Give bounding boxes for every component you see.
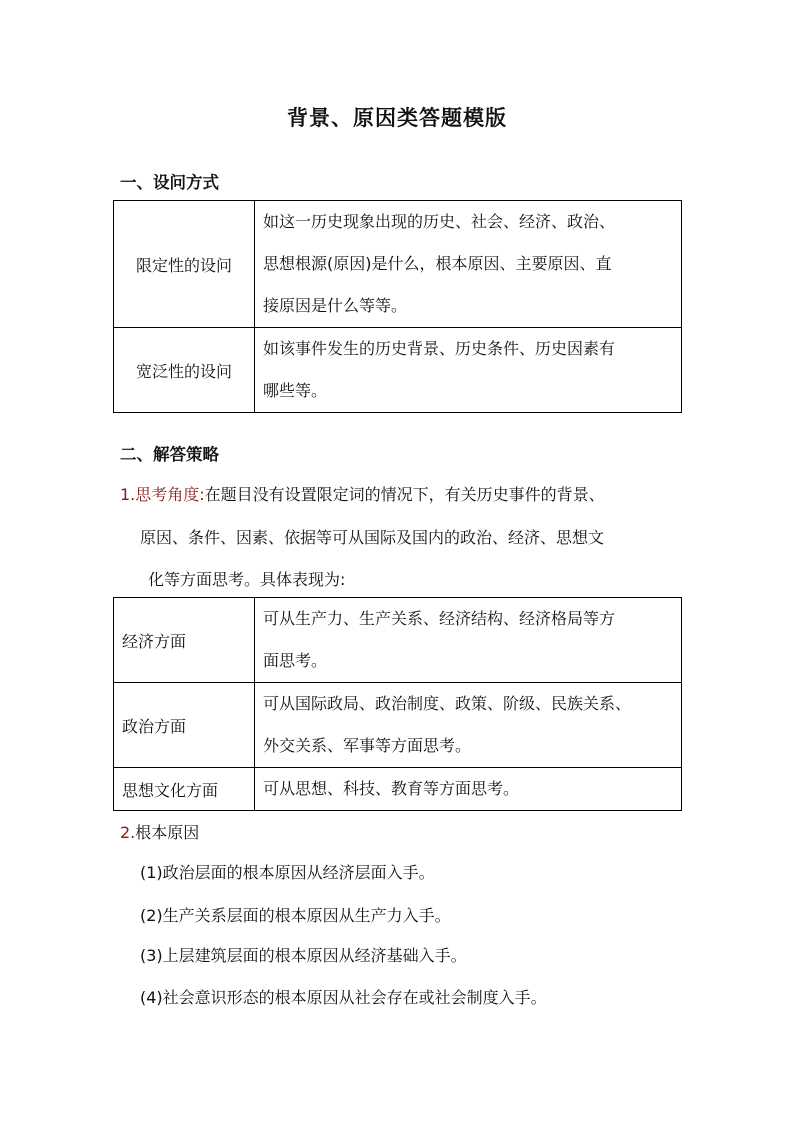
list-item: (4)社会意识形态的根本原因从社会存在或社会制度入手。 — [140, 988, 547, 1007]
item-number: 1. — [120, 485, 136, 504]
page-title: 背景、原因类答题模版 — [287, 105, 507, 130]
content-line: 思想根源(原因)是什么，根本原因、主要原因、直 — [263, 254, 612, 273]
table-row — [114, 768, 682, 811]
list-item: (2)生产关系层面的根本原因从生产力入手。 — [140, 906, 451, 925]
content-line: 哪些等。 — [263, 381, 328, 400]
row-content — [255, 683, 682, 768]
item-text: 在题目没有设置限定词的情况下，有关历史事件的背景、 — [204, 485, 605, 504]
section-heading-question-types: 一、设问方式 — [120, 173, 219, 192]
content-line: 如这一历史现象出现的历史、社会、经济、政治、 — [263, 212, 616, 231]
row-label: 限定性的设问 — [114, 201, 255, 328]
row-label: 经济方面 — [114, 598, 255, 683]
content-line: 可从生产力、生产关系、经济结构、经济格局等方 — [263, 609, 616, 628]
row-label: 政治方面 — [114, 683, 255, 768]
content-line: 面思考。 — [263, 651, 328, 670]
question-types-table — [113, 200, 682, 413]
content-line: 可从思想、科技、教育等方面思考。 — [263, 779, 520, 798]
strategy-aspects-table — [113, 597, 682, 811]
item-number: 2. — [120, 823, 136, 842]
row-content — [255, 768, 682, 811]
row-label: 宽泛性的设问 — [114, 328, 255, 413]
section-heading-strategy: 二、解答策略 — [120, 445, 219, 464]
content-line: 外交关系、军事等方面思考。 — [263, 736, 472, 755]
list-item: (3)上层建筑层面的根本原因从经济基础入手。 — [140, 946, 467, 965]
item-label: 思考角度: — [135, 485, 205, 504]
item1-line: 化等方面思考。具体表现为: — [148, 570, 346, 589]
content-line: 如该事件发生的历史背景、历史条件、历史因素有 — [263, 339, 616, 358]
row-content — [255, 201, 682, 328]
table-row — [114, 201, 682, 328]
item-label: 根本原因 — [135, 823, 200, 842]
content-line: 可从国际政局、政治制度、政策、阶级、民族关系、 — [263, 694, 632, 713]
table-row — [114, 328, 682, 413]
item1-first-line — [120, 482, 605, 505]
row-content — [255, 328, 682, 413]
item1-line: 原因、条件、因素、依据等可从国际及国内的政治、经济、思想文 — [140, 528, 605, 547]
row-label: 思想文化方面 — [114, 768, 255, 811]
content-line: 接原因是什么等等。 — [263, 296, 408, 315]
list-item: (1)政治层面的根本原因从经济层面入手。 — [140, 863, 435, 882]
table-row — [114, 598, 682, 683]
table-row — [114, 683, 682, 768]
item2-heading — [120, 820, 199, 843]
row-content — [255, 598, 682, 683]
